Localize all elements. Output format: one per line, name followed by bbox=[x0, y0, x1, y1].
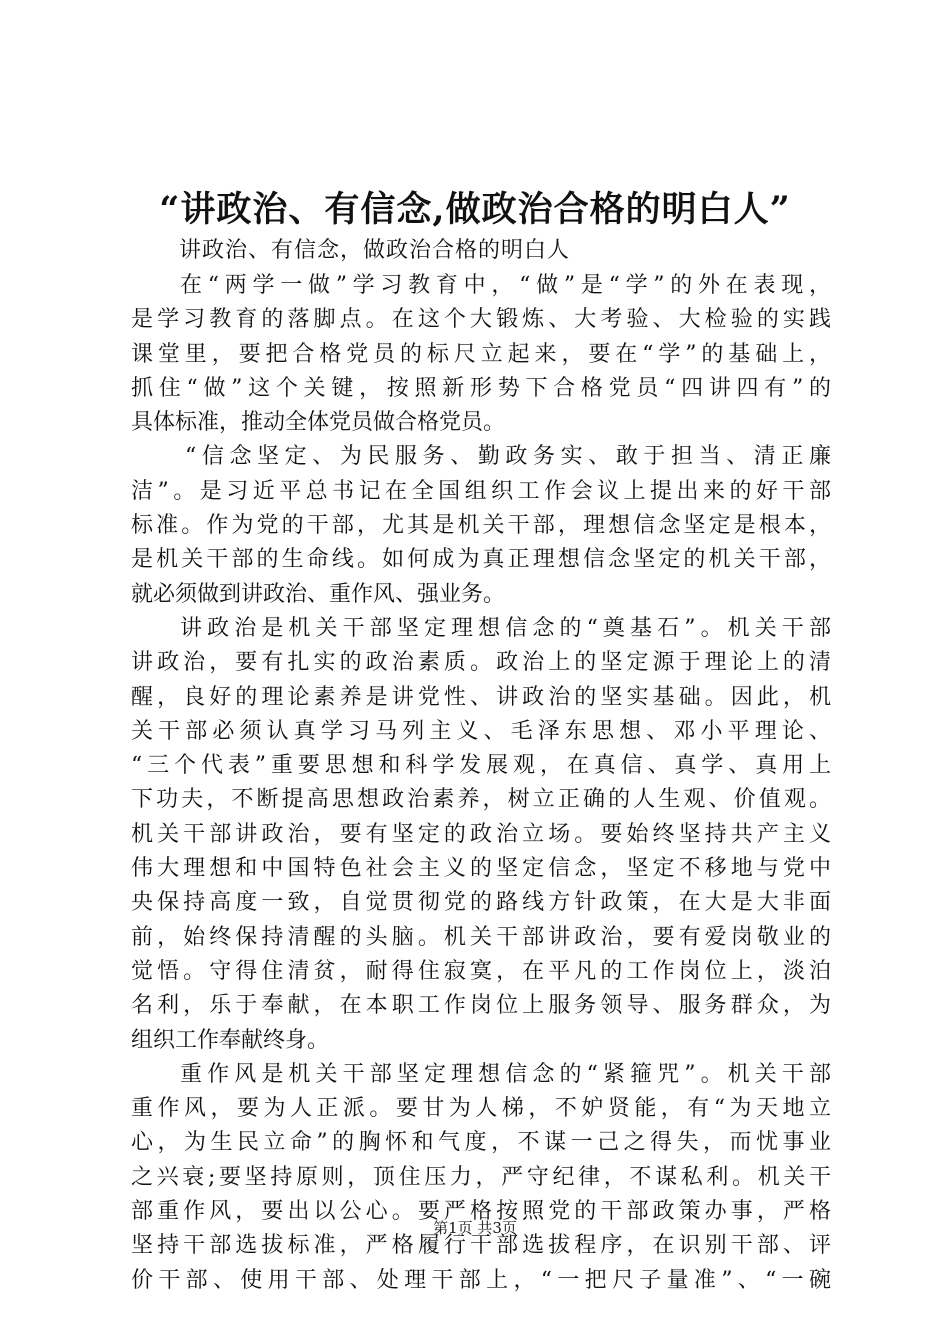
paragraph-line: 是学习教育的落脚点。在这个大锻炼、大考验、大检验的实践 bbox=[131, 307, 831, 333]
paragraph-line: 洁”。是习近平总书记在全国组织工作会议上提出来的好干部 bbox=[131, 478, 831, 504]
paragraph-line: “三个代表”重要思想和科学发展观，在真信、真学、真用上 bbox=[131, 753, 831, 779]
document-body bbox=[131, 233, 831, 1298]
paragraph-line: 前，始终保持清醒的头脑。机关干部讲政治，要有爱岗敬业的 bbox=[131, 924, 831, 950]
paragraph bbox=[131, 1058, 831, 1298]
paragraph-line: 之兴衰;要坚持原则，顶住压力，严守纪律，不谋私利。机关干 bbox=[131, 1164, 831, 1190]
paragraph-line: 坚持干部选拔标准，严格履行干部选拔程序，在识别干部、评 bbox=[131, 1233, 831, 1259]
paragraph-line: 部重作风，要出以公心。要严格按照党的干部政策办事，严格 bbox=[131, 1199, 831, 1225]
paragraph-line: 抓住“做”这个关键，按照新形势下合格党员“四讲四有”的 bbox=[131, 375, 831, 401]
document-subtitle: 讲政治、有信念，做政治合格的明白人 bbox=[179, 238, 571, 263]
paragraph-line: 机关干部讲政治，要有坚定的政治立场。要始终坚持共产主义 bbox=[131, 821, 831, 847]
paragraph-line: 重作风是机关干部坚定理想信念的“紧箍咒”。机关干部 bbox=[180, 1061, 831, 1087]
paragraph-line: 是机关干部的生命线。如何成为真正理想信念坚定的机关干部， bbox=[131, 547, 831, 573]
paragraph-line: 讲政治是机关干部坚定理想信念的“奠基石”。机关干部 bbox=[180, 615, 831, 641]
paragraph-line: 讲政治，要有扎实的政治素质。政治上的坚定源于理论上的清 bbox=[131, 650, 831, 676]
paragraph bbox=[131, 440, 831, 611]
paragraph-line: 课堂里，要把合格党员的标尺立起来，要在“学”的基础上， bbox=[131, 341, 831, 367]
paragraph-line: 关干部必须认真学习马列主义、毛泽东思想、邓小平理论、 bbox=[131, 718, 831, 744]
paragraph-line: 觉悟。守得住清贫，耐得住寂寞，在平凡的工作岗位上，淡泊 bbox=[131, 958, 831, 984]
paragraph-line: 央保持高度一致，自觉贯彻党的路线方针政策，在大是大非面 bbox=[131, 890, 831, 916]
paragraph-line: 伟大理想和中国特色社会主义的坚定信念，坚定不移地与党中 bbox=[131, 856, 831, 882]
paragraph bbox=[131, 612, 831, 1058]
document-title: “讲政治、有信念,做政治合格的明白人” bbox=[159, 189, 791, 230]
paragraph-line: “信念坚定、为民服务、勤政务实、敢于担当、清正廉 bbox=[185, 444, 831, 470]
paragraph-line: 价干部、使用干部、处理干部上，“一把尺子量准”、“一碗 bbox=[131, 1267, 831, 1293]
paragraph-line: 就必须做到讲政治、重作风、强业务。 bbox=[131, 581, 506, 607]
paragraph-line: 在“两学一做”学习教育中，“做”是“学”的外在表现， bbox=[180, 273, 831, 298]
paragraph-line: 醒，良好的理论素养是讲党性、讲政治的坚实基础。因此，机 bbox=[131, 684, 831, 710]
paragraph-line: 名利，乐于奉献，在本职工作岗位上服务领导、服务群众，为 bbox=[131, 993, 831, 1019]
paragraph-line: 组织工作奉献终身。 bbox=[131, 1027, 330, 1053]
paragraph bbox=[131, 269, 831, 440]
paragraph-line: 标准。作为党的干部，尤其是机关干部，理想信念坚定是根本， bbox=[131, 513, 831, 539]
paragraph-line: 重作风，要为人正派。要甘为人梯，不妒贤能，有“为天地立 bbox=[131, 1096, 831, 1122]
paragraph-line: 下功夫，不断提高思想政治素养，树立正确的人生观、价值观。 bbox=[131, 787, 831, 813]
page-footer: 第1页 共3页 bbox=[433, 1219, 517, 1237]
paragraph-line: 心，为生民立命”的胸怀和气度，不谋一己之得失，而忧事业 bbox=[131, 1130, 831, 1156]
paragraph-line: 具体标准，推动全体党员做合格党员。 bbox=[131, 410, 506, 436]
paragraph-list bbox=[131, 269, 831, 1298]
